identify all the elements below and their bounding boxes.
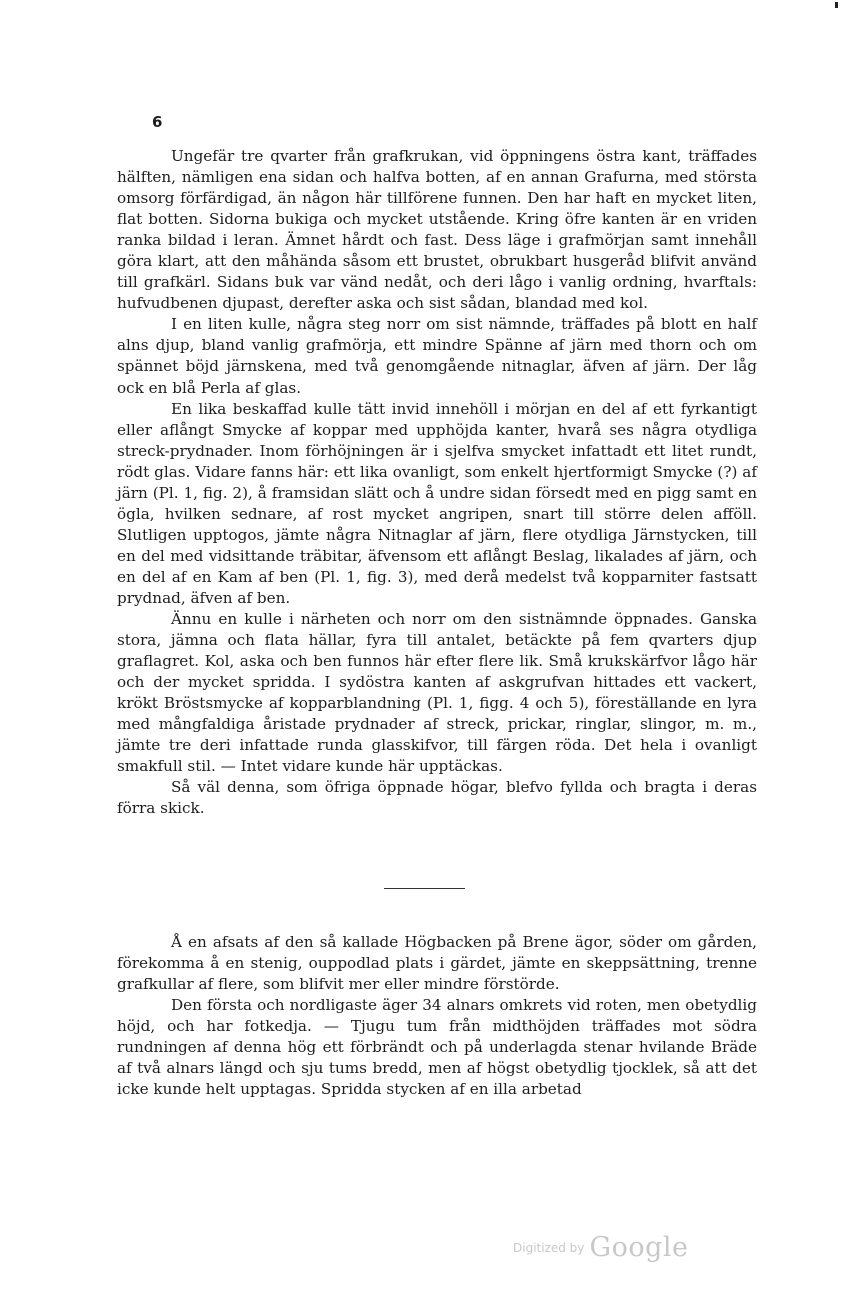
google-logo-text: Google [589,1232,689,1263]
digitized-by-label: Digitized by [513,1241,585,1255]
page-number: 6 [152,113,163,131]
text-section-grave-finds [117,146,757,820]
paragraph: Så väl denna, som öfriga öppnade högar, blefvo fyllda och bragta i deras förra skick. [117,778,757,818]
paragraph: I en liten kulle, några steg norr om sist nämnde, träffades på blott en half alns djup, bland vanlig grafmörja, ett mindre Spänne af järn med thorn och om spännet böjd järnskena, med två genomgående nitnaglar, äfven af järn. Der låg ock en blå Perla af glas. [117,315,757,397]
scan-artifact-mark [835,2,838,8]
paragraph: Ungefär tre qvarter från grafkrukan, vid öppningens östra kant, träffades hälften, nämligen ena sidan och halfva botten, af en annan Grafurna, med största omsorg förfärdigad, än någon här tillförene funnen. Den har haft en mycket liten, flat botten. Sidorna bukiga och mycket utstående. Kring öfre kanten är en vriden ranka bildad i leran. Ämnet hårdt och fast. Dess läge i grafmörjan samt innehåll göra klart, att den måhända såsom ett brustet, obrukbart husgeråd blifvit använd till grafkärl. Sidans buk var vänd nedåt, och deri lågo i vanlig ordning, hvarftals: hufvudbenen djupast, derefter aska och sist sådan, blandad med kol. [117,147,757,313]
section-divider [384,888,465,889]
paragraph: Den första och nordligaste äger 34 alnars omkrets vid roten, men obetydlig höjd, och har fotkedja. — Tjugu tum från midthöjden träffades mot södra rundningen af denna hög ett förbrändt och på underlagda stenar hvilande Bräde af två alnars längd och sju tums bredd, men af högst obetydlig tjocklek, så att det icke kunde helt upptagas. Spridda stycken af en illa arbetad [117,996,757,1099]
paragraph: Ännu en kulle i närheten och norr om den sistnämnde öppnades. Ganska stora, jämna och flata hällar, fyra till antalet, betäckte på fem qvarters djup graflagret. Kol, aska och ben funnos här efter flere lik. Små krukskärfvor lågo här och der mycket spridda. I sydöstra kanten af askgrufvan hittades ett vackert, krökt Bröstsmycke af kopparblandning (Pl. 1, figg. 4 och 5), föreställande en lyra med mångfaldiga åristade prydnader af streck, prickar, ringlar, slingor, m. m., jämte tre deri infattade runda glasskifvor, till färgen röda. Det hela i ovanligt smakfull stil. — Intet vidare kunde här upptäckas. [117,610,757,776]
text-section-hogbacken [117,932,757,1100]
digitized-by-watermark [513,1232,688,1263]
paragraph: En lika beskaffad kulle tätt invid innehöll i mörjan en del af ett fyrkantigt eller aflångt Smycke af koppar med upphöjda kanter, hvarå ses några otydliga streck-prydnader. Inom förhöjningen är i sjelfva smycket infattadt ett litet rundt, rödt glas. Vidare fanns här: ett lika ovanligt, som enkelt hjertformigt Smycke (?) af järn (Pl. 1, fig. 2), å framsidan slätt och å undre sidan försedt med en pigg samt en ögla, hvilken sednare, af rost mycket angripen, snart till större delen afföll. Slutligen upptogos, jämte några Nitnaglar af järn, flere otydliga Järnstycken, till en del med vidsittande träbitar, äfvensom ett aflångt Beslag, likalades af järn, och en del af en Kam af ben (Pl. 1, fig. 3), med derå medelst två kopparniter fastsatt prydnad, äfven af ben. [117,399,757,607]
paragraph: Å en afsats af den så kallade Högbacken på Brene ägor, söder om gården, förekomma å en stenig, ouppodlad plats i gärdet, jämte en skeppsättning, trenne grafkullar af flere, som blifvit mer eller mindre förstörde. [117,933,757,994]
